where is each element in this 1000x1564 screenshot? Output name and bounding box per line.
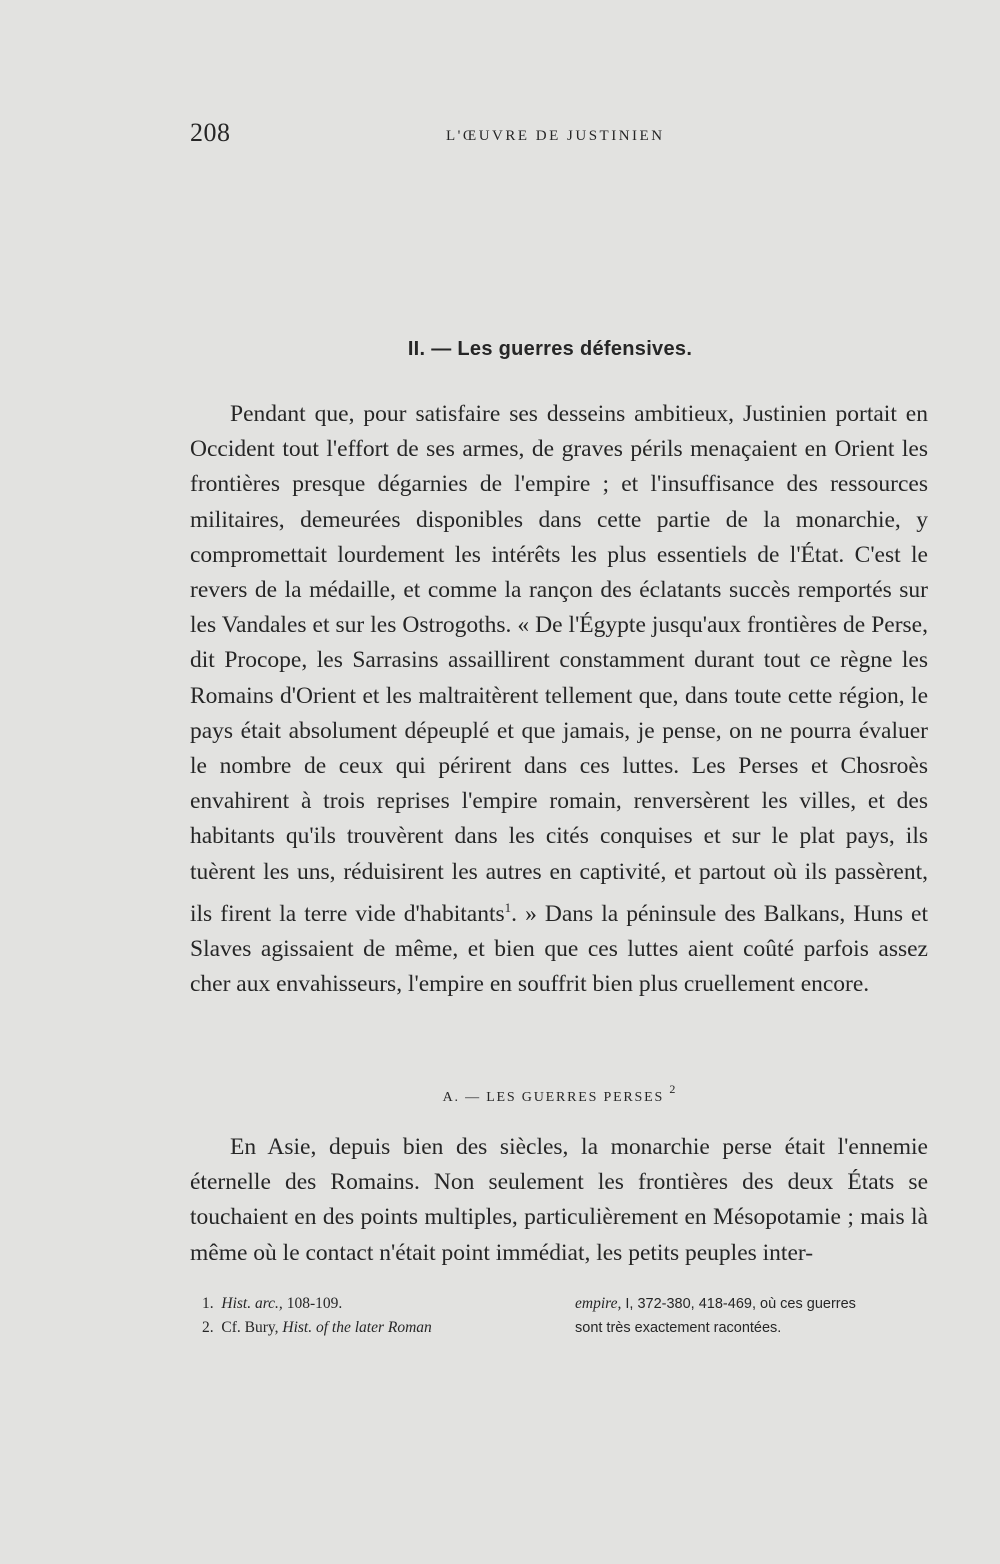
page-number: 208 [190, 118, 231, 147]
footnotes-right-column [575, 1292, 930, 1340]
footnote-ref-1: 1 [504, 899, 512, 915]
footnote-2-prefix: Cf. Bury, [221, 1319, 279, 1336]
footnote-ref-2: 2 [669, 1082, 676, 1096]
footnote-2-number: 2. [202, 1319, 214, 1336]
footnote-2-title-cont: empire, [575, 1295, 622, 1312]
footnote-2 [202, 1316, 562, 1340]
footnote-1-pages: 108-109. [286, 1295, 343, 1312]
footnote-1-source: Hist. arc., [221, 1295, 283, 1312]
footnote-2-cont [575, 1292, 930, 1316]
footnotes-left-column [202, 1292, 562, 1340]
footnote-1 [202, 1292, 562, 1316]
subsection-title [190, 1082, 928, 1106]
footnote-1-number: 1. [202, 1295, 214, 1312]
running-head [190, 118, 928, 158]
paragraph-1-text: Pendant que, pour satisfaire ses desseins ambitieux, Justinien portait en Occident tout l'effort de ses armes, de graves périls menaçaient en Orient les frontières presque dégarnies de l'empire ; et l'insuffisance des ressources militaires, demeurées disponibles dans cette partie de la monarchie, y compromettait lourdement les intérêts les plus essentiels de l'État. C'est le revers de la médaille, et comme la rançon des éclatants succès remportés sur les Vandales et sur les Ostrogoths. « De l'Égypte jusqu'aux frontières de Perse, dit Procope, les Sarrasins assaillirent constamment durant tout ce règne les Romains d'Orient et les maltraitèrent tellement que, dans toute cette région, le pays était absolument dépeuplé et que jamais, je pense, on ne pourra évaluer le nombre de ceux qui périrent dans ces luttes. Les Perses et Chosroès envahirent à trois reprises l'empire romain, renversèrent les villes, et des habitants qu'ils trouvèrent dans les cités conquises et sur le plat pays, ils tuèrent les uns, réduisirent les autres en captivité, et partout où ils passèrent, ils firent la terre vide d'habitants [190, 401, 928, 927]
running-title: L'ŒUVRE DE JUSTINIEN [446, 128, 665, 144]
paragraph-1-text-cont: . » Dans la péninsule des Balkans, Huns et Slaves agissaient de même, et bien que ces luttes aient coûté parfois assez cher aux envahisseurs, l'empire en souffrit bien plus cruellement encore. [190, 900, 928, 998]
footnote-2-refs: I, 372-380, 418-469, où ces guerres [625, 1296, 856, 1312]
footnote-2-title: Hist. of the later Roman [282, 1319, 432, 1336]
paragraph-1 [190, 397, 928, 1002]
subsection-title-text: A. — LES GUERRES PERSES [442, 1090, 665, 1105]
footnote-2-tail: sont très exactement racontées. [575, 1320, 782, 1336]
section-title: II. — Les guerres défensives. [407, 338, 693, 360]
paragraph-2: En Asie, depuis bien des siècles, la monarchie perse était l'ennemie éternelle des Romains. Non seulement les frontières des deux États se touchaient en des points multiples, particulièrement en Mésopotamie ; mais là même où le contact n'était point immédiat, les petits peuples inter- [190, 1134, 928, 1266]
